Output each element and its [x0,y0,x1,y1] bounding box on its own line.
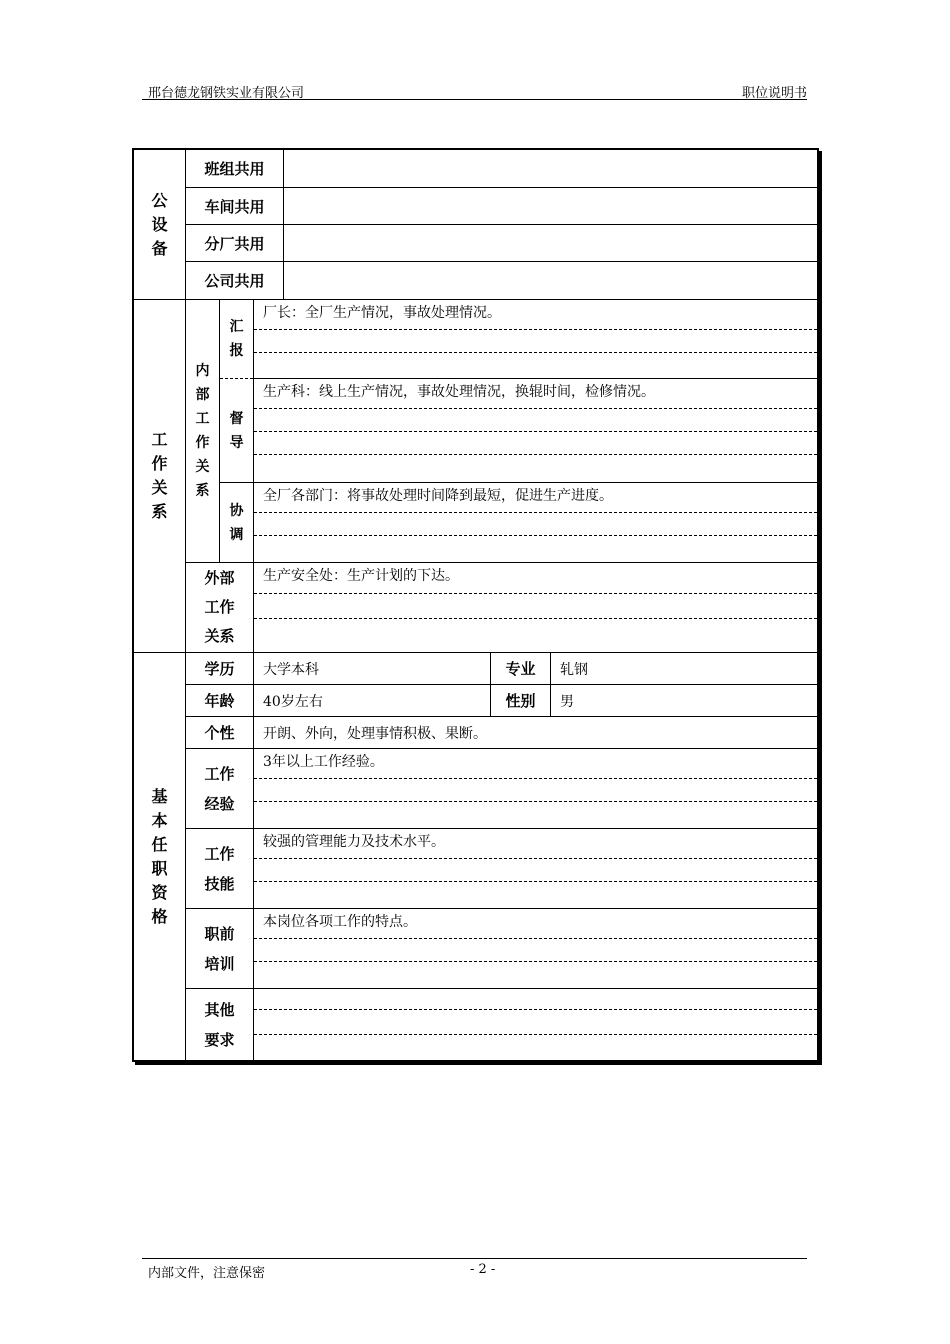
education-value: 大学本科 [263,661,319,678]
equipment-section-label: 公 设 备 [151,191,168,258]
supervise-label: 督 导 [229,410,244,451]
personality-label: 个性 [204,724,235,742]
report-text: 厂长：全厂生产情况，事故处理情况。 [263,305,501,321]
page-number: - 2 - [470,1262,496,1277]
training-label: 职前 培训 [204,924,235,973]
equip-label-workshop: 车间共用 [204,197,265,216]
supervise-text: 生产科：线上生产情况，事故处理情况，换辊时间，检修情况。 [263,384,655,400]
education-label: 学历 [204,660,235,678]
document-title: 职位说明书 [741,86,807,101]
personality-value: 开朗、外向，处理事情积极、果断。 [263,725,487,742]
major-value: 轧钢 [560,661,588,678]
external-text: 生产安全处：生产计划的下达。 [263,568,459,584]
report-label: 汇 报 [229,319,244,359]
relations-section-label: 工 作 关 系 [151,430,168,521]
equip-label-team: 班组共用 [204,160,265,178]
gender-value: 男 [560,693,574,710]
coordinate-label: 协 调 [229,502,244,543]
qualifications-section-label: 基 本 任 职 资 格 [151,786,168,926]
header-rule [142,99,807,100]
job-description-form [132,148,819,1062]
experience-value: 3年以上工作经验。 [263,754,384,770]
equip-label-branch: 分厂共用 [204,234,265,253]
gender-label: 性别 [505,692,536,710]
age-label: 年龄 [204,692,235,710]
other-label: 其他 要求 [204,1000,235,1049]
major-label: 专业 [505,660,536,678]
external-relations-label: 外部 工作 关系 [204,569,235,645]
company-name: 邢台德龙钢铁实业有限公司 [148,86,305,101]
footer-rule [142,1258,807,1259]
training-value: 本岗位各项工作的特点。 [263,914,417,930]
footer-note: 内部文件，注意保密 [148,1266,266,1281]
skills-label: 工作 技能 [204,844,235,893]
age-value: 40岁左右 [263,693,323,710]
experience-label: 工作 经验 [204,764,235,813]
equip-label-company: 公司共用 [204,272,265,290]
internal-relations-label: 内 部 工 作 关 系 [195,363,210,499]
coordinate-text: 全厂各部门：将事故处理时间降到最短，促进生产进度。 [263,488,613,504]
skills-value: 较强的管理能力及技术水平。 [263,834,445,850]
